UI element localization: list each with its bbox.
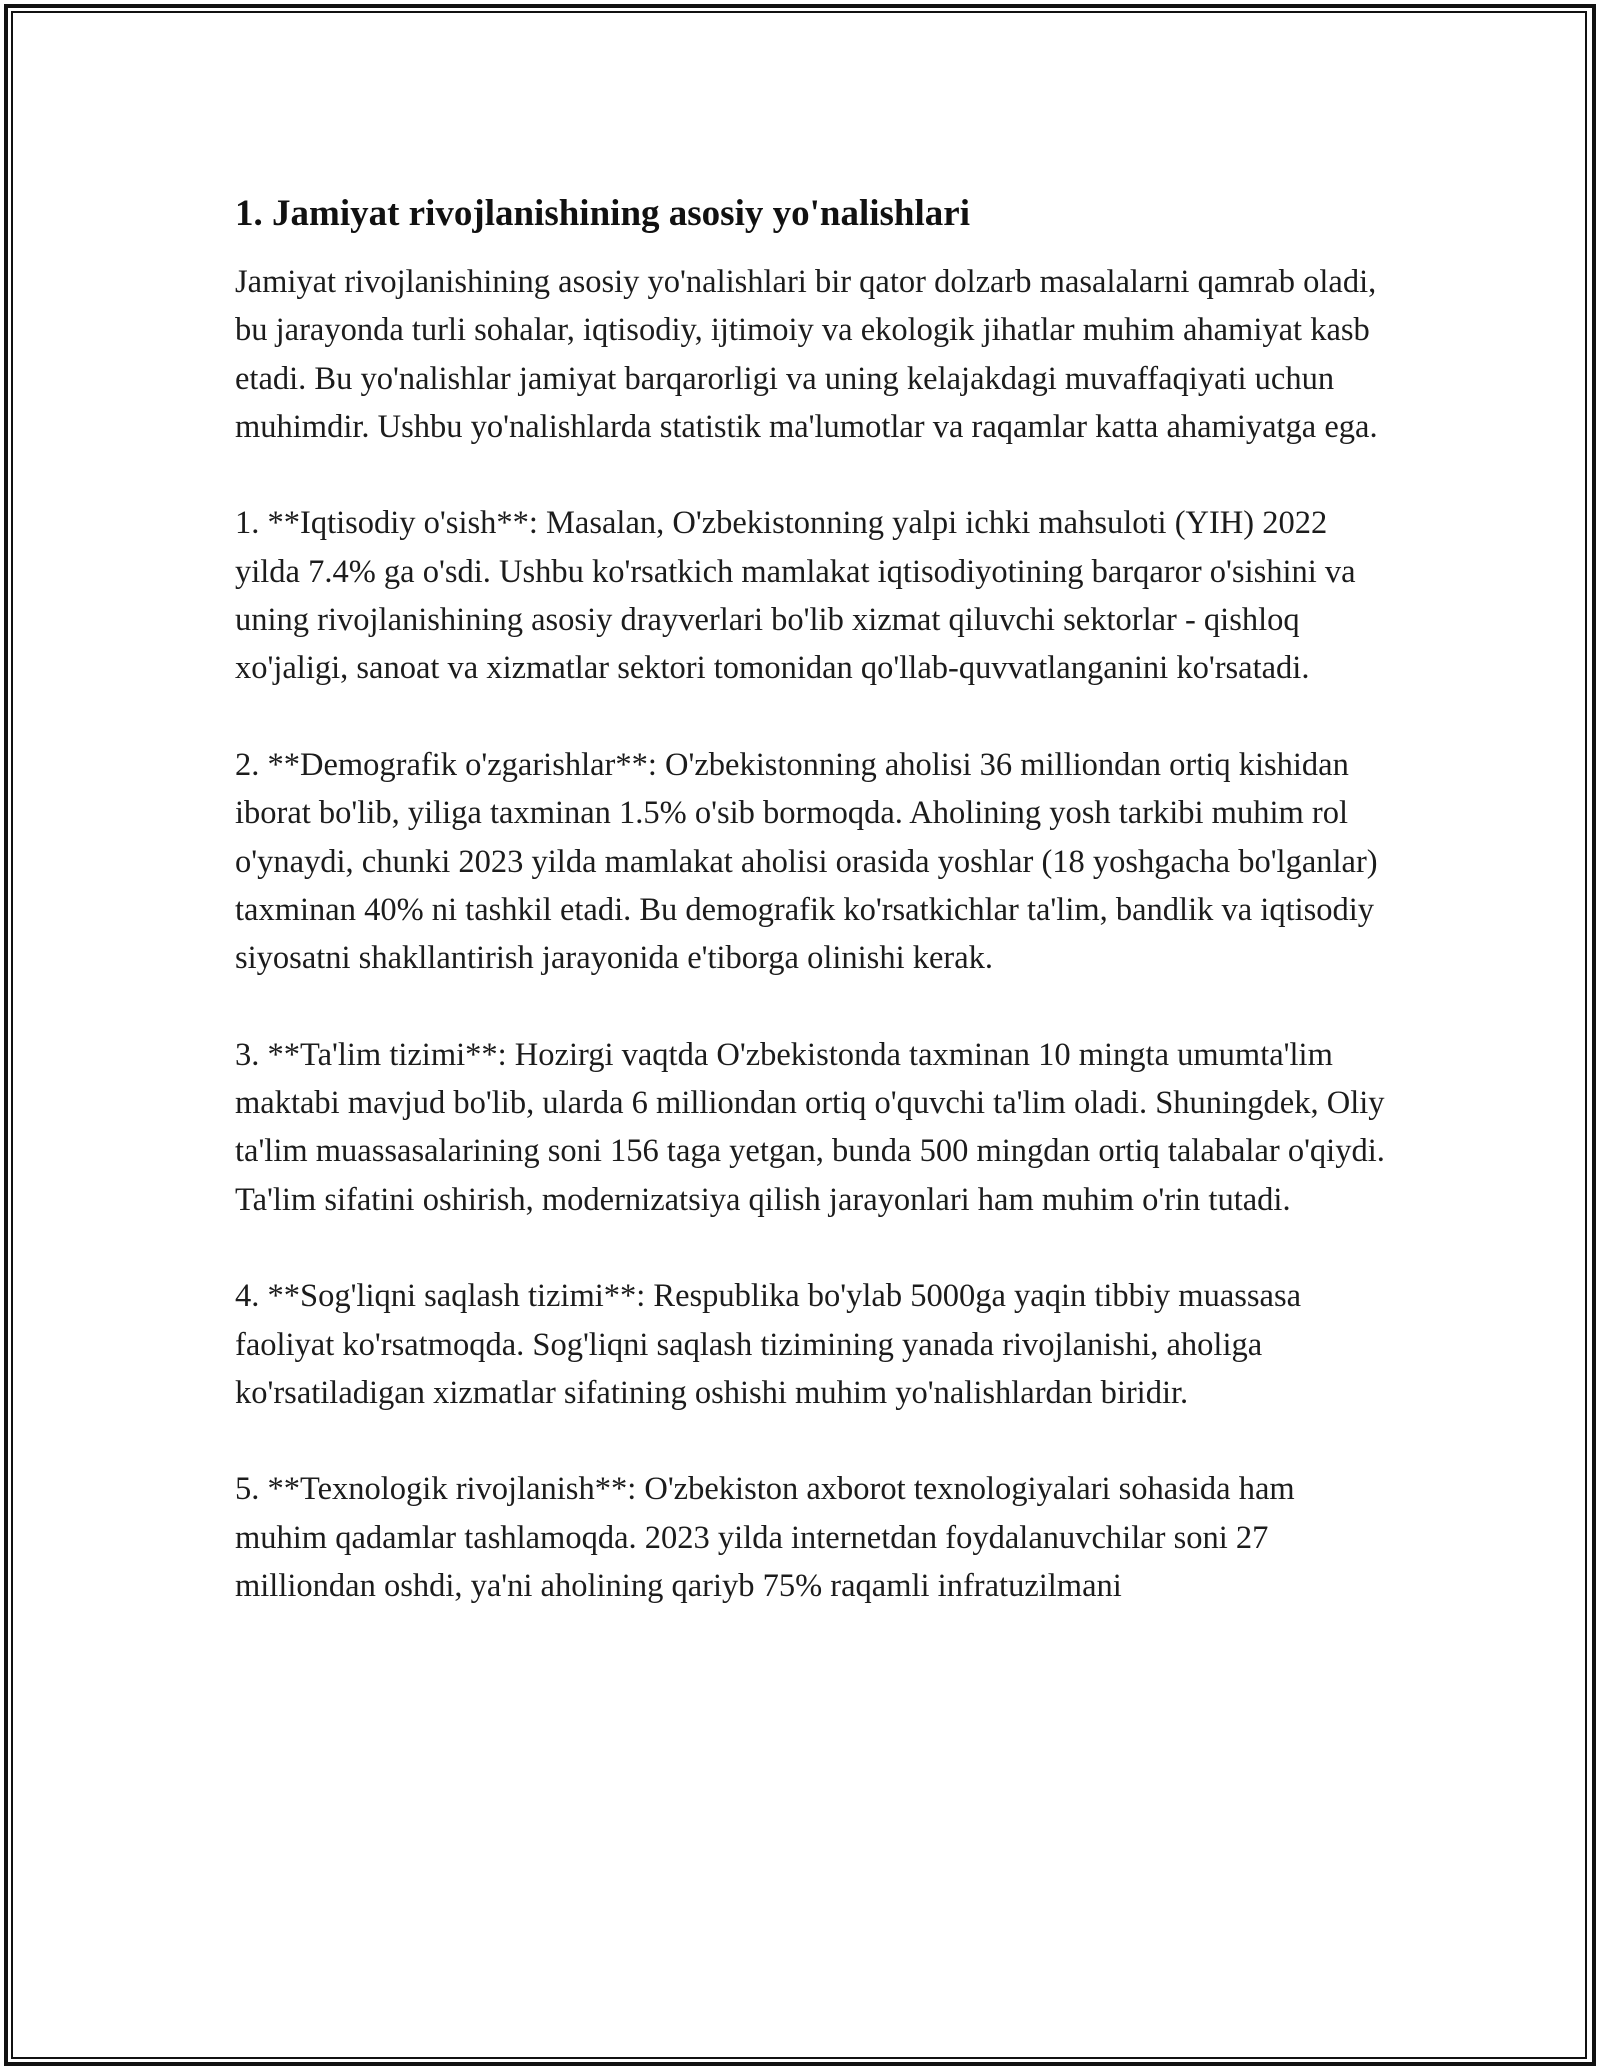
paragraph-economic-growth: 1. **Iqtisodiy o'sish**: Masalan, O'zbekistonning yalpi ichki mahsuloti (YIH) 2022 yilda 7.4% ga o'sdi. Ushbu ko'rsatkich mamlakat iqtisodiyotining barqaror o'sishini va uning rivojlanishining asosiy drayverlari bo'lib xizmat qiluvchi sektorlar - qishloq xo'jaligi, sanoat va xizmatlar sektori tomonidan qo'llab-quvvatlanganini ko'rsatadi.	[235, 505, 1356, 687]
section-heading: 1. Jamiyat rivojlanishining asosiy yo'nalishlari	[235, 193, 970, 234]
intro-paragraph: Jamiyat rivojlanishining asosiy yo'nalishlari bir qator dolzarb masalalarni qamrab oladi, bu jarayonda turli sohalar, iqtisodiy, ijtimoiy va ekologik jihatlar muhim ahamiyat kasb etadi. Bu yo'nalishlar jamiyat barqarorligi va uning kelajakdagi muvaffaqiyati uchun muhimdir. Ushbu yo'nalishlarda statistik ma'lumotlar va raqamlar katta ahamiyatga ega.	[235, 264, 1378, 445]
paragraph-healthcare-system: 4. **Sog'liqni saqlash tizimi**: Respublika bo'ylab 5000ga yaqin tibbiy muassasa faoliyat ko'rsatmoqda. Sog'liqni saqlash tizimining yanada rivojlanishi, aholiga ko'rsatiladigan xizmatlar sifatining oshishi muhim yo'nalishlardan biridir.	[235, 1278, 1302, 1411]
paragraph-technological-development: 5. **Texnologik rivojlanish**: O'zbekiston axborot texnologiyalari sohasida ham muhim qadamlar tashlamoqda. 2023 yilda internetdan foydalanuvchilar soni 27 milliondan oshdi, ya'ni aholining qariyb 75% raqamli infratuzilmani	[235, 1471, 1295, 1605]
paragraph-education-system: 3. **Ta'lim tizimi**: Hozirgi vaqtda O'zbekistonda taxminan 10 mingta umumta'lim maktabi mavjud bo'lib, ularda 6 milliondan ortiq o'quvchi ta'lim oladi. Shuningdek, Oliy ta'lim muassasalarining soni 156 taga yetgan, bunda 500 mingdan ortiq talabalar o'qiydi. Ta'lim sifatini oshirish, modernizatsiya qilish jarayonlari ham muhim o'rin tutadi.	[235, 1036, 1385, 1218]
document-body	[235, 186, 1385, 1659]
paragraph-demographic-changes: 2. **Demografik o'zgarishlar**: O'zbekistonning aholisi 36 milliondan ortiq kishidan iborat bo'lib, yiliga taxminan 1.5% o'sib bormoqda. Aholining yosh tarkibi muhim rol o'ynaydi, chunki 2023 yilda mamlakat aholisi orasida yoshlar (18 yoshgacha bo'lganlar) taxminan 40% ni tashkil etadi. Bu demografik ko'rsatkichlar ta'lim, bandlik va iqtisodiy siyosatni shakllantirish jarayonida e'tiborga olinishi kerak.	[235, 746, 1378, 977]
